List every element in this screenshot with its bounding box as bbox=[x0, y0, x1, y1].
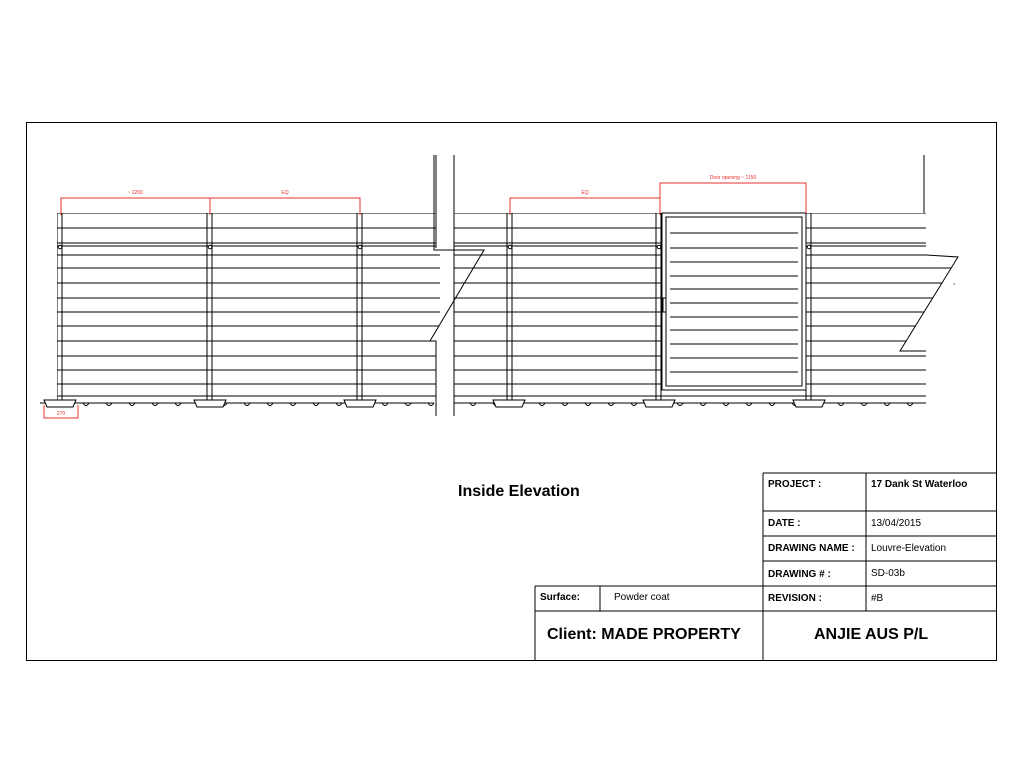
drawing-number-label: DRAWING # : bbox=[768, 569, 831, 580]
drawing-number-value: SD-03b bbox=[871, 568, 905, 579]
bolt-icon bbox=[657, 245, 661, 249]
bolt-icon bbox=[58, 245, 62, 249]
bolt-icon bbox=[807, 245, 811, 249]
bolt-icon bbox=[208, 245, 212, 249]
dimension-label-right-bay: EQ bbox=[581, 190, 589, 196]
bolt-icon bbox=[358, 245, 362, 249]
revision-label: REVISION : bbox=[768, 593, 822, 604]
break-line-left bbox=[430, 155, 484, 416]
post-footing bbox=[344, 400, 376, 407]
project-value: 17 Dank St Waterloo bbox=[871, 479, 968, 490]
revision-value: #B bbox=[871, 593, 884, 604]
view-title: Inside Elevation bbox=[458, 483, 580, 500]
drawing-name-value: Louvre-Elevation bbox=[871, 543, 947, 554]
bolt-icon bbox=[508, 245, 512, 249]
dimension-label-second-bay: EQ bbox=[281, 190, 289, 196]
post-footing bbox=[793, 400, 825, 407]
post-footing bbox=[643, 400, 675, 407]
surface-label: Surface: bbox=[540, 592, 581, 603]
post-footing bbox=[44, 400, 76, 407]
surface-value: Powder coat bbox=[614, 592, 670, 603]
date-value: 13/04/2015 bbox=[871, 518, 922, 529]
post-footing bbox=[194, 400, 226, 407]
stray-dot bbox=[953, 283, 954, 284]
client-name: Client: MADE PROPERTY bbox=[547, 626, 741, 643]
louvre-slats-left bbox=[57, 213, 440, 396]
project-label: PROJECT : bbox=[768, 479, 822, 490]
posts-left bbox=[57, 213, 362, 405]
date-label: DATE : bbox=[768, 518, 801, 529]
louvre-door bbox=[662, 213, 806, 390]
door-handle-icon bbox=[663, 298, 666, 312]
drawing-name-label: DRAWING NAME : bbox=[768, 543, 855, 554]
dimension-label-footing: 270 bbox=[56, 411, 66, 417]
fence-section-left bbox=[57, 213, 440, 405]
dimension-label-left-bay: ~ 1200 bbox=[127, 190, 143, 196]
company-name: ANJIE AUS P/L bbox=[814, 626, 929, 643]
dimension-label-door-opening: Door opening ~ 1150 bbox=[709, 175, 757, 181]
post-footing bbox=[493, 400, 525, 407]
ground-line bbox=[40, 400, 926, 407]
